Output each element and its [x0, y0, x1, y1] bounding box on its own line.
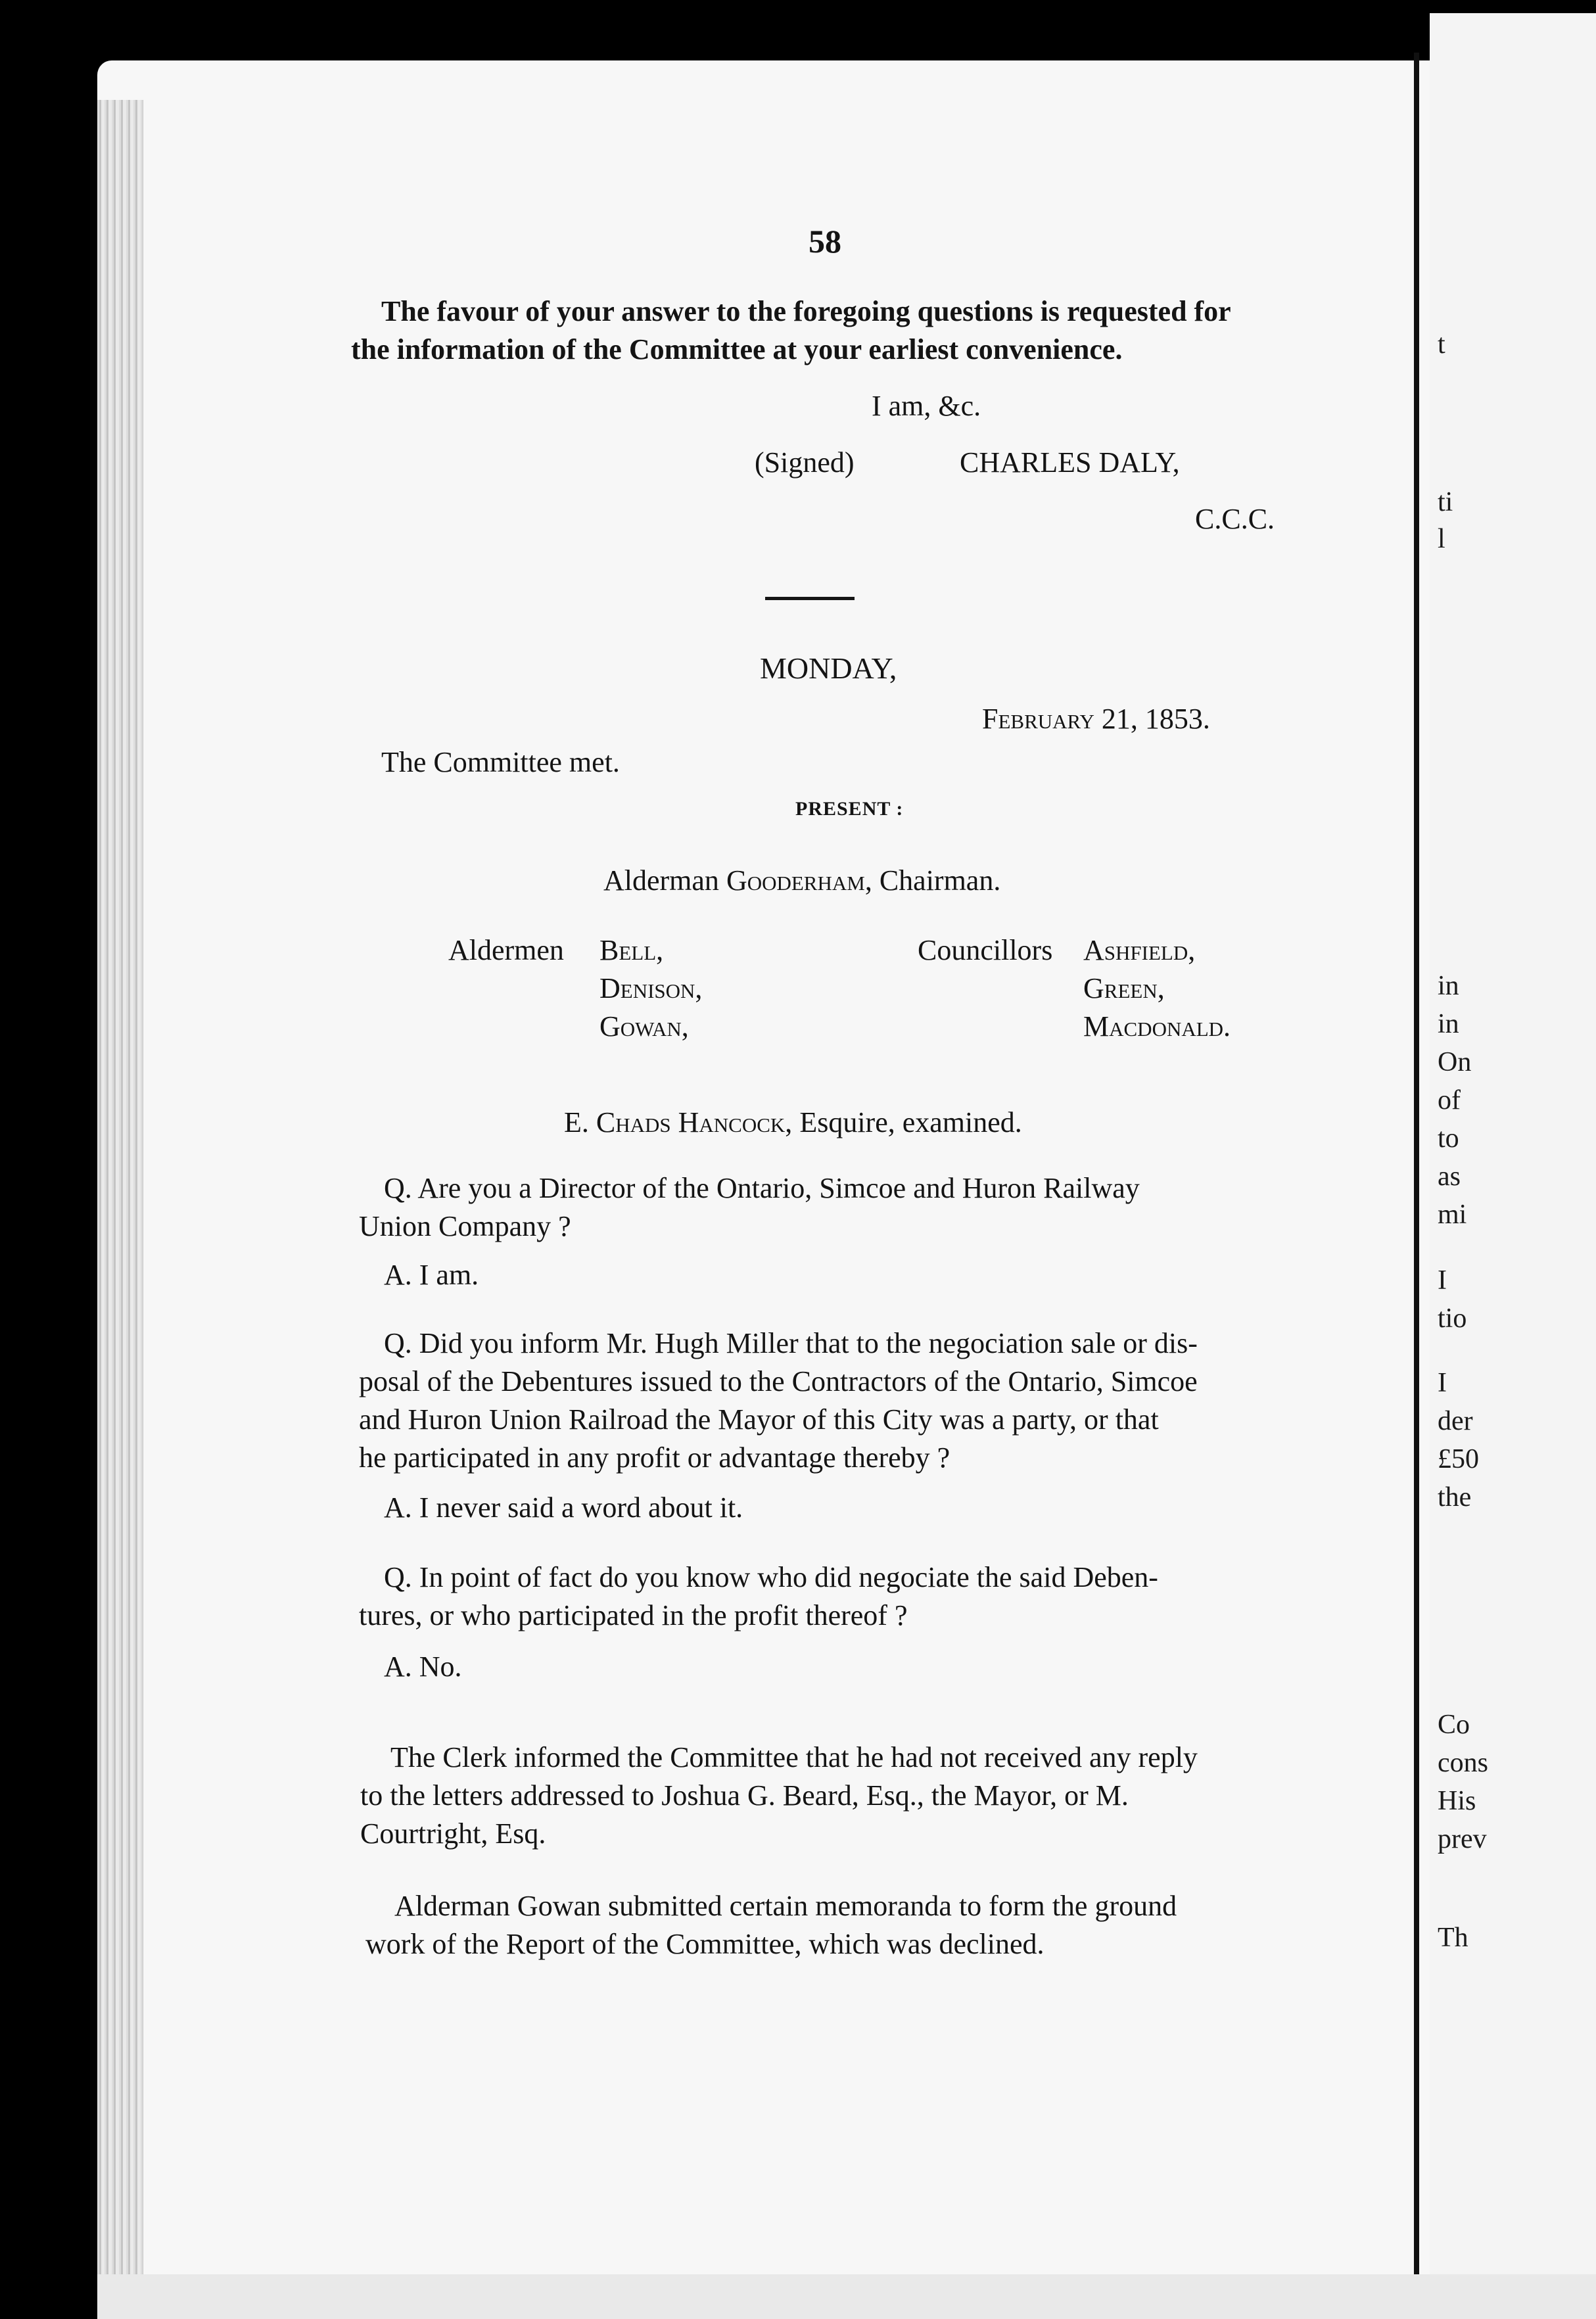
- clerk-line-1: The Clerk informed the Committee that he had not received any reply: [390, 1741, 1198, 1773]
- document-page: [97, 60, 1463, 2282]
- facing-fragment-5: in: [1438, 1009, 1459, 1039]
- gowan-line-1: Alderman Gowan submitted certain memoranda to form the ground: [394, 1890, 1177, 1922]
- qa-line-7: he participated in any profit or advantage thereby ?: [359, 1441, 951, 1474]
- page-edge-stack: [97, 100, 143, 2282]
- facing-fragment-6: On: [1438, 1047, 1472, 1077]
- qa-line-8: A. I never said a word about it.: [384, 1491, 743, 1524]
- facing-fragment-12: tio: [1438, 1303, 1467, 1334]
- witness-line: [564, 1108, 1022, 1137]
- committee-met: The Committee met.: [381, 746, 620, 778]
- signer-title: C.C.C.: [1195, 503, 1275, 535]
- councillor-2: Green,: [1083, 972, 1165, 1004]
- request-line-2: the information of the Committee at your earliest convenience.: [351, 333, 1123, 365]
- scan-left-border: [0, 0, 99, 2319]
- councillors-label: Councillors: [918, 934, 1053, 966]
- aldermen-label: Aldermen: [448, 934, 564, 966]
- alderman-3: Gowan,: [599, 1010, 689, 1042]
- councillor-3: Macdonald.: [1083, 1010, 1231, 1042]
- facing-fragment-1: t: [1438, 329, 1445, 360]
- facing-fragment-18: cons: [1438, 1748, 1488, 1778]
- clerk-line-3: Courtright, Esq.: [360, 1817, 546, 1850]
- request-line-1: The favour of your answer to the foregoing questions is requested for: [381, 295, 1231, 327]
- clerk-line-2: to the letters addressed to Joshua G. Beard, Esq., the Mayor, or M.: [360, 1779, 1129, 1812]
- signed-label: (Signed): [755, 446, 855, 479]
- meeting-date: February 21, 1853.: [982, 703, 1210, 735]
- witness-name: E. Chads Hancock,: [564, 1106, 793, 1138]
- qa-line-6: and Huron Union Railroad the Mayor of this City was a party, or that: [359, 1403, 1159, 1436]
- witness-suffix: Esquire, examined.: [799, 1106, 1022, 1138]
- book-gutter: [1414, 53, 1419, 2287]
- qa-line-10: tures, or who participated in the profit thereof ?: [359, 1599, 908, 1631]
- facing-fragment-14: der: [1438, 1406, 1473, 1436]
- facing-fragment-15: £50: [1438, 1444, 1479, 1474]
- facing-fragment-20: prev: [1438, 1824, 1487, 1854]
- facing-fragment-8: to: [1438, 1123, 1459, 1154]
- facing-fragment-11: I: [1438, 1265, 1447, 1296]
- qa-line-2: Union Company ?: [359, 1210, 571, 1242]
- facing-fragment-3: l: [1438, 524, 1445, 554]
- facing-fragment-13: I: [1438, 1368, 1447, 1398]
- qa-line-11: A. No.: [384, 1651, 462, 1683]
- facing-fragment-17: Co: [1438, 1710, 1470, 1740]
- chair-name: Gooderham,: [726, 864, 872, 897]
- facing-fragment-21: Th: [1438, 1923, 1468, 1953]
- facing-fragment-2: ti: [1438, 487, 1453, 517]
- councillor-1: Ashfield,: [1083, 934, 1196, 966]
- closing: I am, &c.: [872, 390, 981, 422]
- qa-line-5: posal of the Debentures issued to the Contractors of the Ontario, Simcoe: [359, 1365, 1198, 1397]
- qa-line-1: Q. Are you a Director of the Ontario, Simcoe and Huron Railway: [384, 1172, 1140, 1204]
- scan-bottom-band: [97, 2274, 1596, 2319]
- signer-name: CHARLES DALY,: [960, 446, 1180, 479]
- facing-fragment-19: His: [1438, 1786, 1476, 1816]
- chairman-line: [603, 866, 1000, 895]
- alderman-2: Denison,: [599, 972, 703, 1004]
- scan-top-border: [0, 0, 1596, 66]
- facing-fragment-9: as: [1438, 1161, 1461, 1192]
- alderman-1: Bell,: [599, 934, 664, 966]
- chair-prefix: Alderman: [603, 864, 719, 897]
- present-heading: PRESENT :: [795, 798, 904, 820]
- qa-line-9: Q. In point of fact do you know who did negociate the said Deben-: [384, 1561, 1158, 1593]
- facing-fragment-4: in: [1438, 971, 1459, 1001]
- facing-fragment-10: mi: [1438, 1200, 1467, 1230]
- facing-page: [1430, 13, 1596, 2287]
- facing-fragment-7: of: [1438, 1085, 1461, 1115]
- gowan-line-2: work of the Report of the Committee, which was declined.: [365, 1928, 1044, 1960]
- page-number: 58: [809, 223, 841, 260]
- section-divider: [765, 597, 855, 600]
- meeting-day: MONDAY,: [760, 651, 897, 685]
- qa-line-4: Q. Did you inform Mr. Hugh Miller that to the negociation sale or dis-: [384, 1327, 1198, 1359]
- facing-fragment-16: the: [1438, 1482, 1472, 1512]
- chair-suffix: Chairman.: [879, 864, 1001, 897]
- qa-line-3: A. I am.: [384, 1259, 479, 1291]
